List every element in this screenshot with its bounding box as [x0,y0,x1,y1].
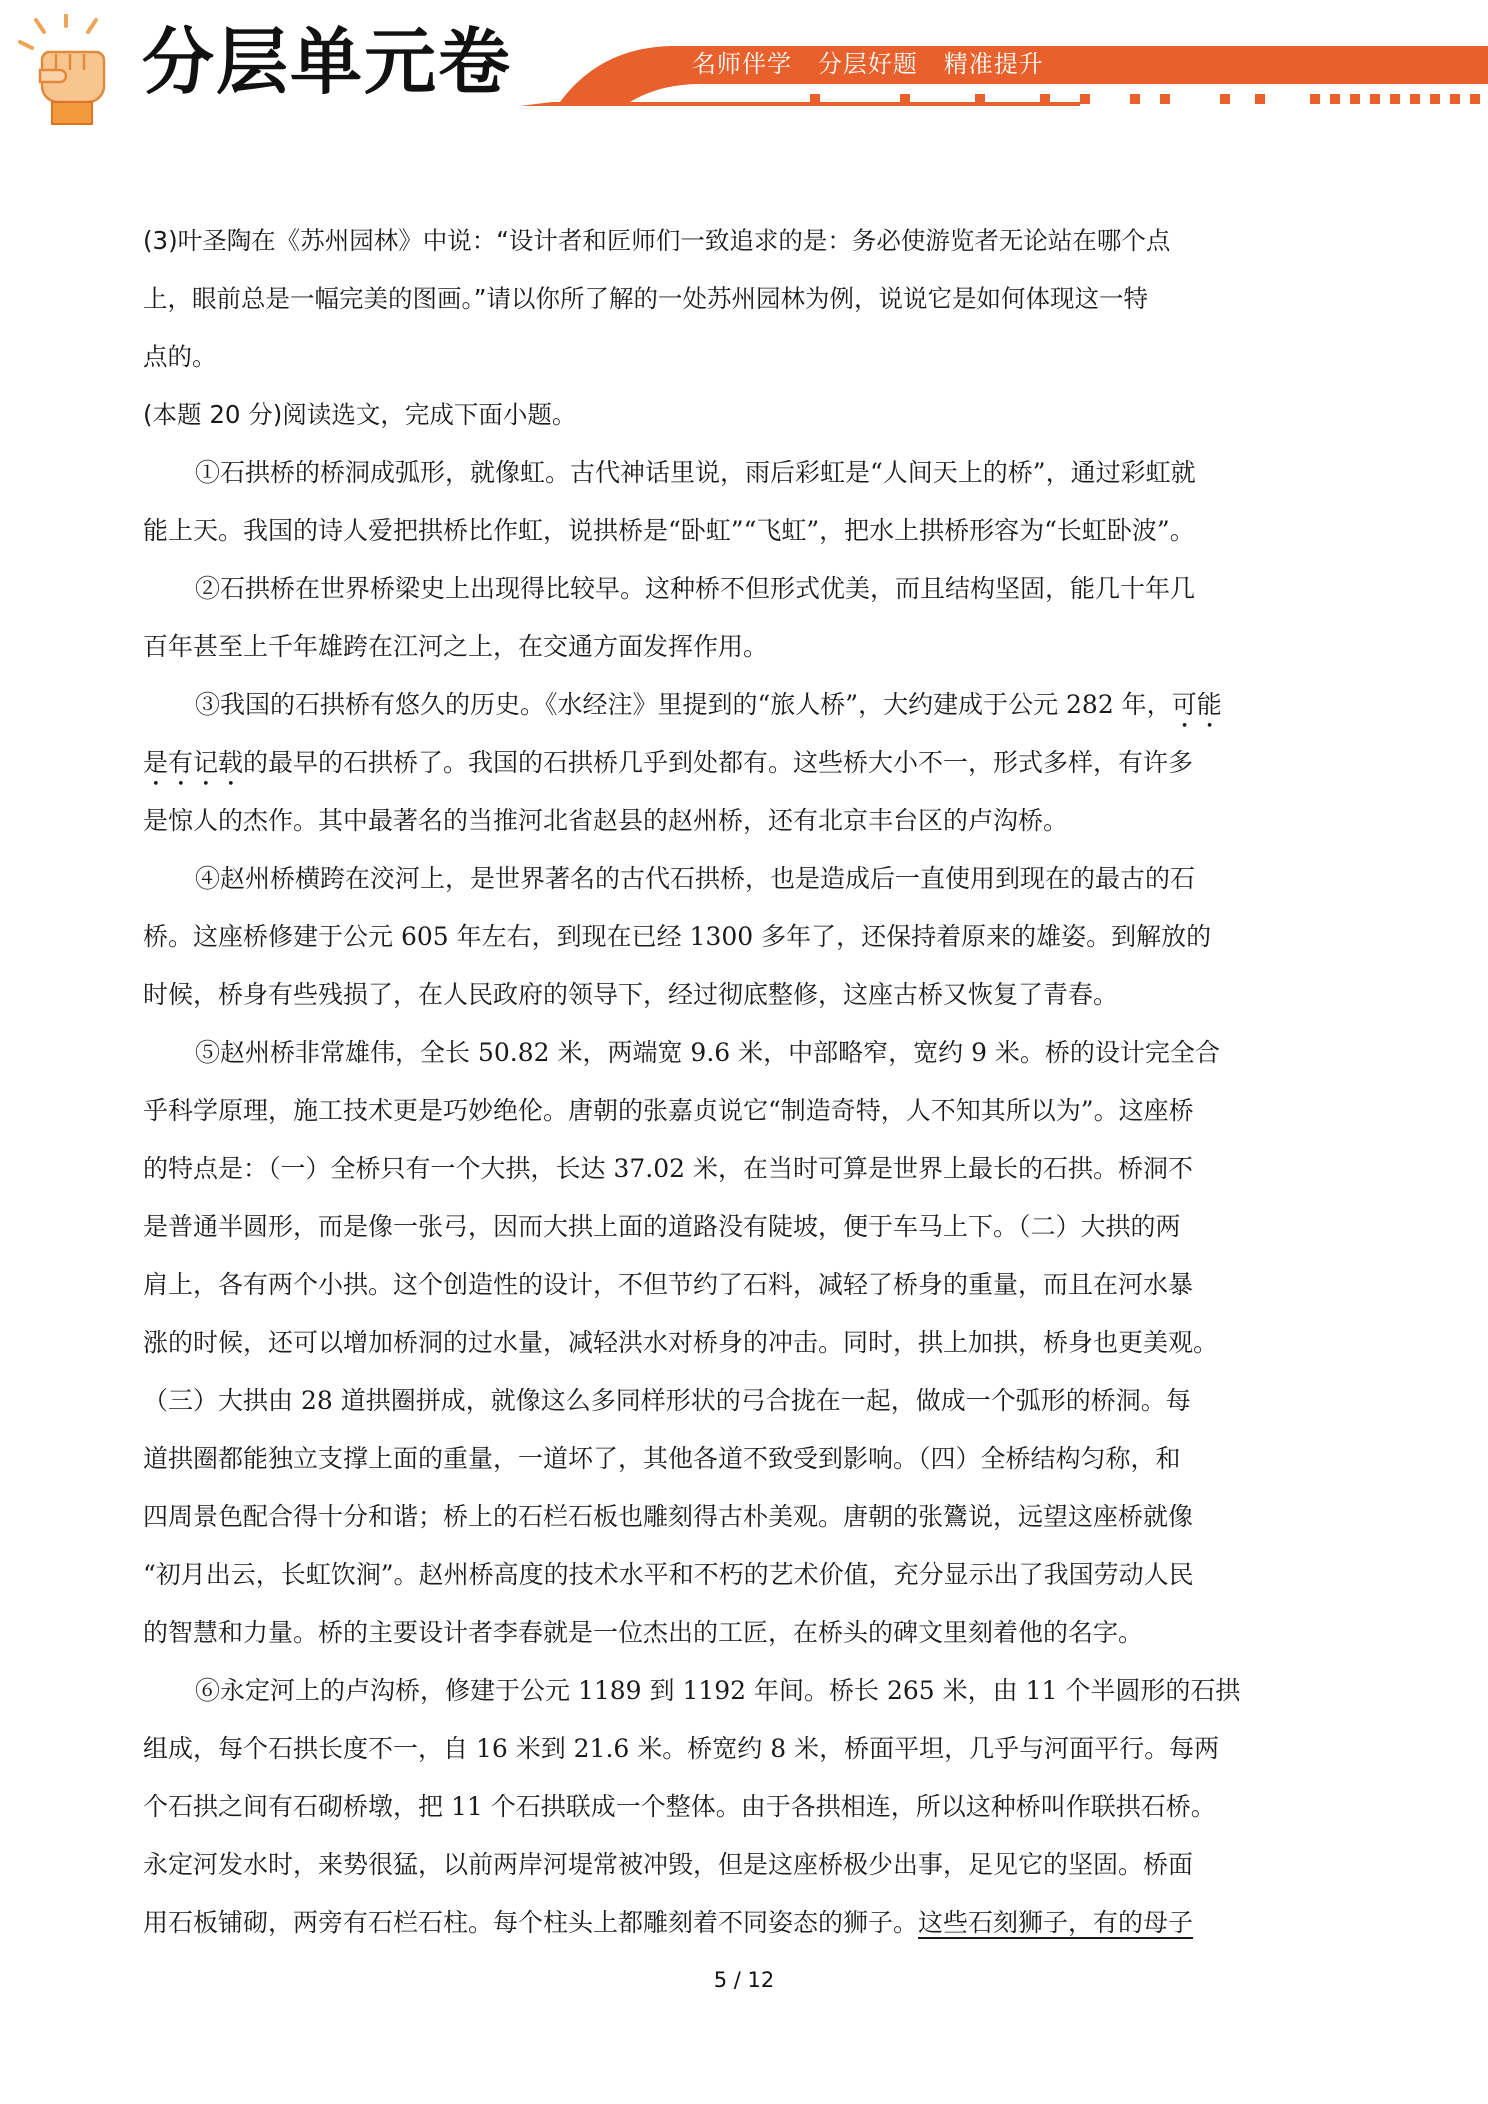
emphasized-text: 是有记载 [143,748,244,777]
passage-line: 是惊人的杰作。其中最著名的当推河北省赵县的赵州桥，还有北京丰台区的卢沟桥。 [143,806,1069,835]
passage-text: 用石板铺砌，两旁有石栏石柱。每个柱头上都雕刻着不同姿态的狮子。 [143,1908,919,1937]
header-slogan: 名师伴学 分层好题 精准提升 [692,50,1044,78]
passage-line: 百年甚至上千年雄跨在江河之上，在交通方面发挥作用。 [143,632,769,661]
passage-line: 涨的时候，还可以增加桥洞的过水量，减轻洪水对桥身的冲击。同时，拱上加拱，桥身也更美观。 [143,1328,1219,1357]
passage-text: ③我国的石拱桥有悠久的历史。《水经注》里提到的“旅人桥”，大约建成于公元 282 年， [195,690,1172,719]
question-3-line: 上，眼前总是一幅完美的图画。”请以你所了解的一处苏州园林为例，说说它是如何体现这一特 [143,284,1148,313]
passage-line: 的特点是：（一）全桥只有一个大拱，长达 37.02 米，在当时可算是世界上最长的石拱。桥洞不 [143,1154,1193,1183]
question-3-line: (3)叶圣陶在《苏州园林》中说：“设计者和匠师们一致追求的是：务必使游览者无论站在哪个点 [143,226,1171,255]
passage-line: 的智慧和力量。桥的主要设计者李春就是一位杰出的工匠，在桥头的碑文里刻着他的名字。 [143,1618,1144,1647]
fist-icon [14,14,134,126]
question-3-line: 点的。 [143,342,217,371]
passage-line: ①石拱桥的桥洞成弧形，就像虹。古代神话里说，雨后彩虹是“人间天上的桥”，通过彩虹就 [195,458,1196,487]
passage-line: 道拱圈都能独立支撑上面的重量，一道坏了，其他各道不致受到影响。（四）全桥结构匀称，和 [143,1444,1181,1473]
passage-line: 是普通半圆形，而是像一张弓，因而大拱上面的道路没有陡坡，便于车马上下。（二）大拱的两 [143,1212,1181,1241]
passage-line: ④赵州桥横跨在洨河上，是世界著名的古代石拱桥，也是造成后一直使用到现在的最古的石 [195,864,1196,893]
passage-line [143,676,1241,734]
passage-line: ⑤赵州桥非常雄伟，全长 50.82 米，两端宽 9.6 米，中部略窄，宽约 9 米。桥的设计完全合 [195,1038,1220,1067]
emphasized-text: 可能 [1171,690,1222,719]
passage-line: ⑥永定河上的卢沟桥，修建于公元 1189 到 1192 年间。桥长 265 米，由 11 个半圆形的石拱 [195,1676,1241,1705]
passage-line: 桥。这座桥修建于公元 605 年左右，到现在已经 1300 多年了，还保持着原来的雄姿。到解放的 [143,922,1212,951]
passage-line: 能上天。我国的诗人爱把拱桥比作虹，说拱桥是“卧虹”“飞虹”，把水上拱桥形容为“长虹卧波”。 [143,516,1195,545]
underlined-text: 这些石刻狮子，有的母子 [918,1908,1194,1937]
passage-line: 个石拱之间有石砌桥墩，把 11 个石拱联成一个整体。由于各拱相连，所以这种桥叫作联拱石桥。 [143,1792,1216,1821]
passage-line [143,734,1241,792]
document-body [143,212,1241,1952]
passage-line: 乎科学原理，施工技术更是巧妙绝伦。唐朝的张嘉贞说它“制造奇特，人不知其所以为”。这座桥 [143,1096,1194,1125]
brand-title: 分层单元卷 [142,20,513,104]
passage-line: ②石拱桥在世界桥梁史上出现得比较早。这种桥不但形式优美，而且结构坚固，能几十年几 [195,574,1196,603]
passage-line: 时候，桥身有些残损了，在人民政府的领导下，经过彻底整修，这座古桥又恢复了青春。 [143,980,1119,1009]
passage-text: 的最早的石拱桥了。我国的石拱桥几乎到处都有。这些桥大小不一，形式多样，有许多 [243,748,1194,777]
passage-line [143,1894,1241,1952]
passage-line: “初月出云，长虹饮涧”。赵州桥高度的技术水平和不朽的艺术价值，充分显示出了我国劳动人民 [143,1560,1194,1589]
passage-line: 永定河发水时，来势很猛，以前两岸河堤常被冲毁，但是这座桥极少出事，足见它的坚固。桥面 [143,1850,1194,1879]
passage-line: 组成，每个石拱长度不一，自 16 米到 21.6 米。桥宽约 8 米，桥面平坦，几乎与河面平行。每两 [143,1734,1220,1763]
passage-line: 肩上，各有两个小拱。这个创造性的设计，不但节约了石料，减轻了桥身的重量，而且在河水暴 [143,1270,1194,1299]
reading-instruction: (本题 20 分)阅读选文，完成下面小题。 [143,400,577,429]
passage-line: （三）大拱由 28 道拱圈拼成，就像这么多同样形状的弓合拢在一起，做成一个弧形的桥洞。每 [143,1386,1191,1415]
page-number: 5 / 12 [713,1968,775,1992]
passage-line: 四周景色配合得十分和谐；桥上的石栏石板也雕刻得古朴美观。唐朝的张鷟说，远望这座桥就像 [143,1502,1194,1531]
page-header [0,0,1488,130]
